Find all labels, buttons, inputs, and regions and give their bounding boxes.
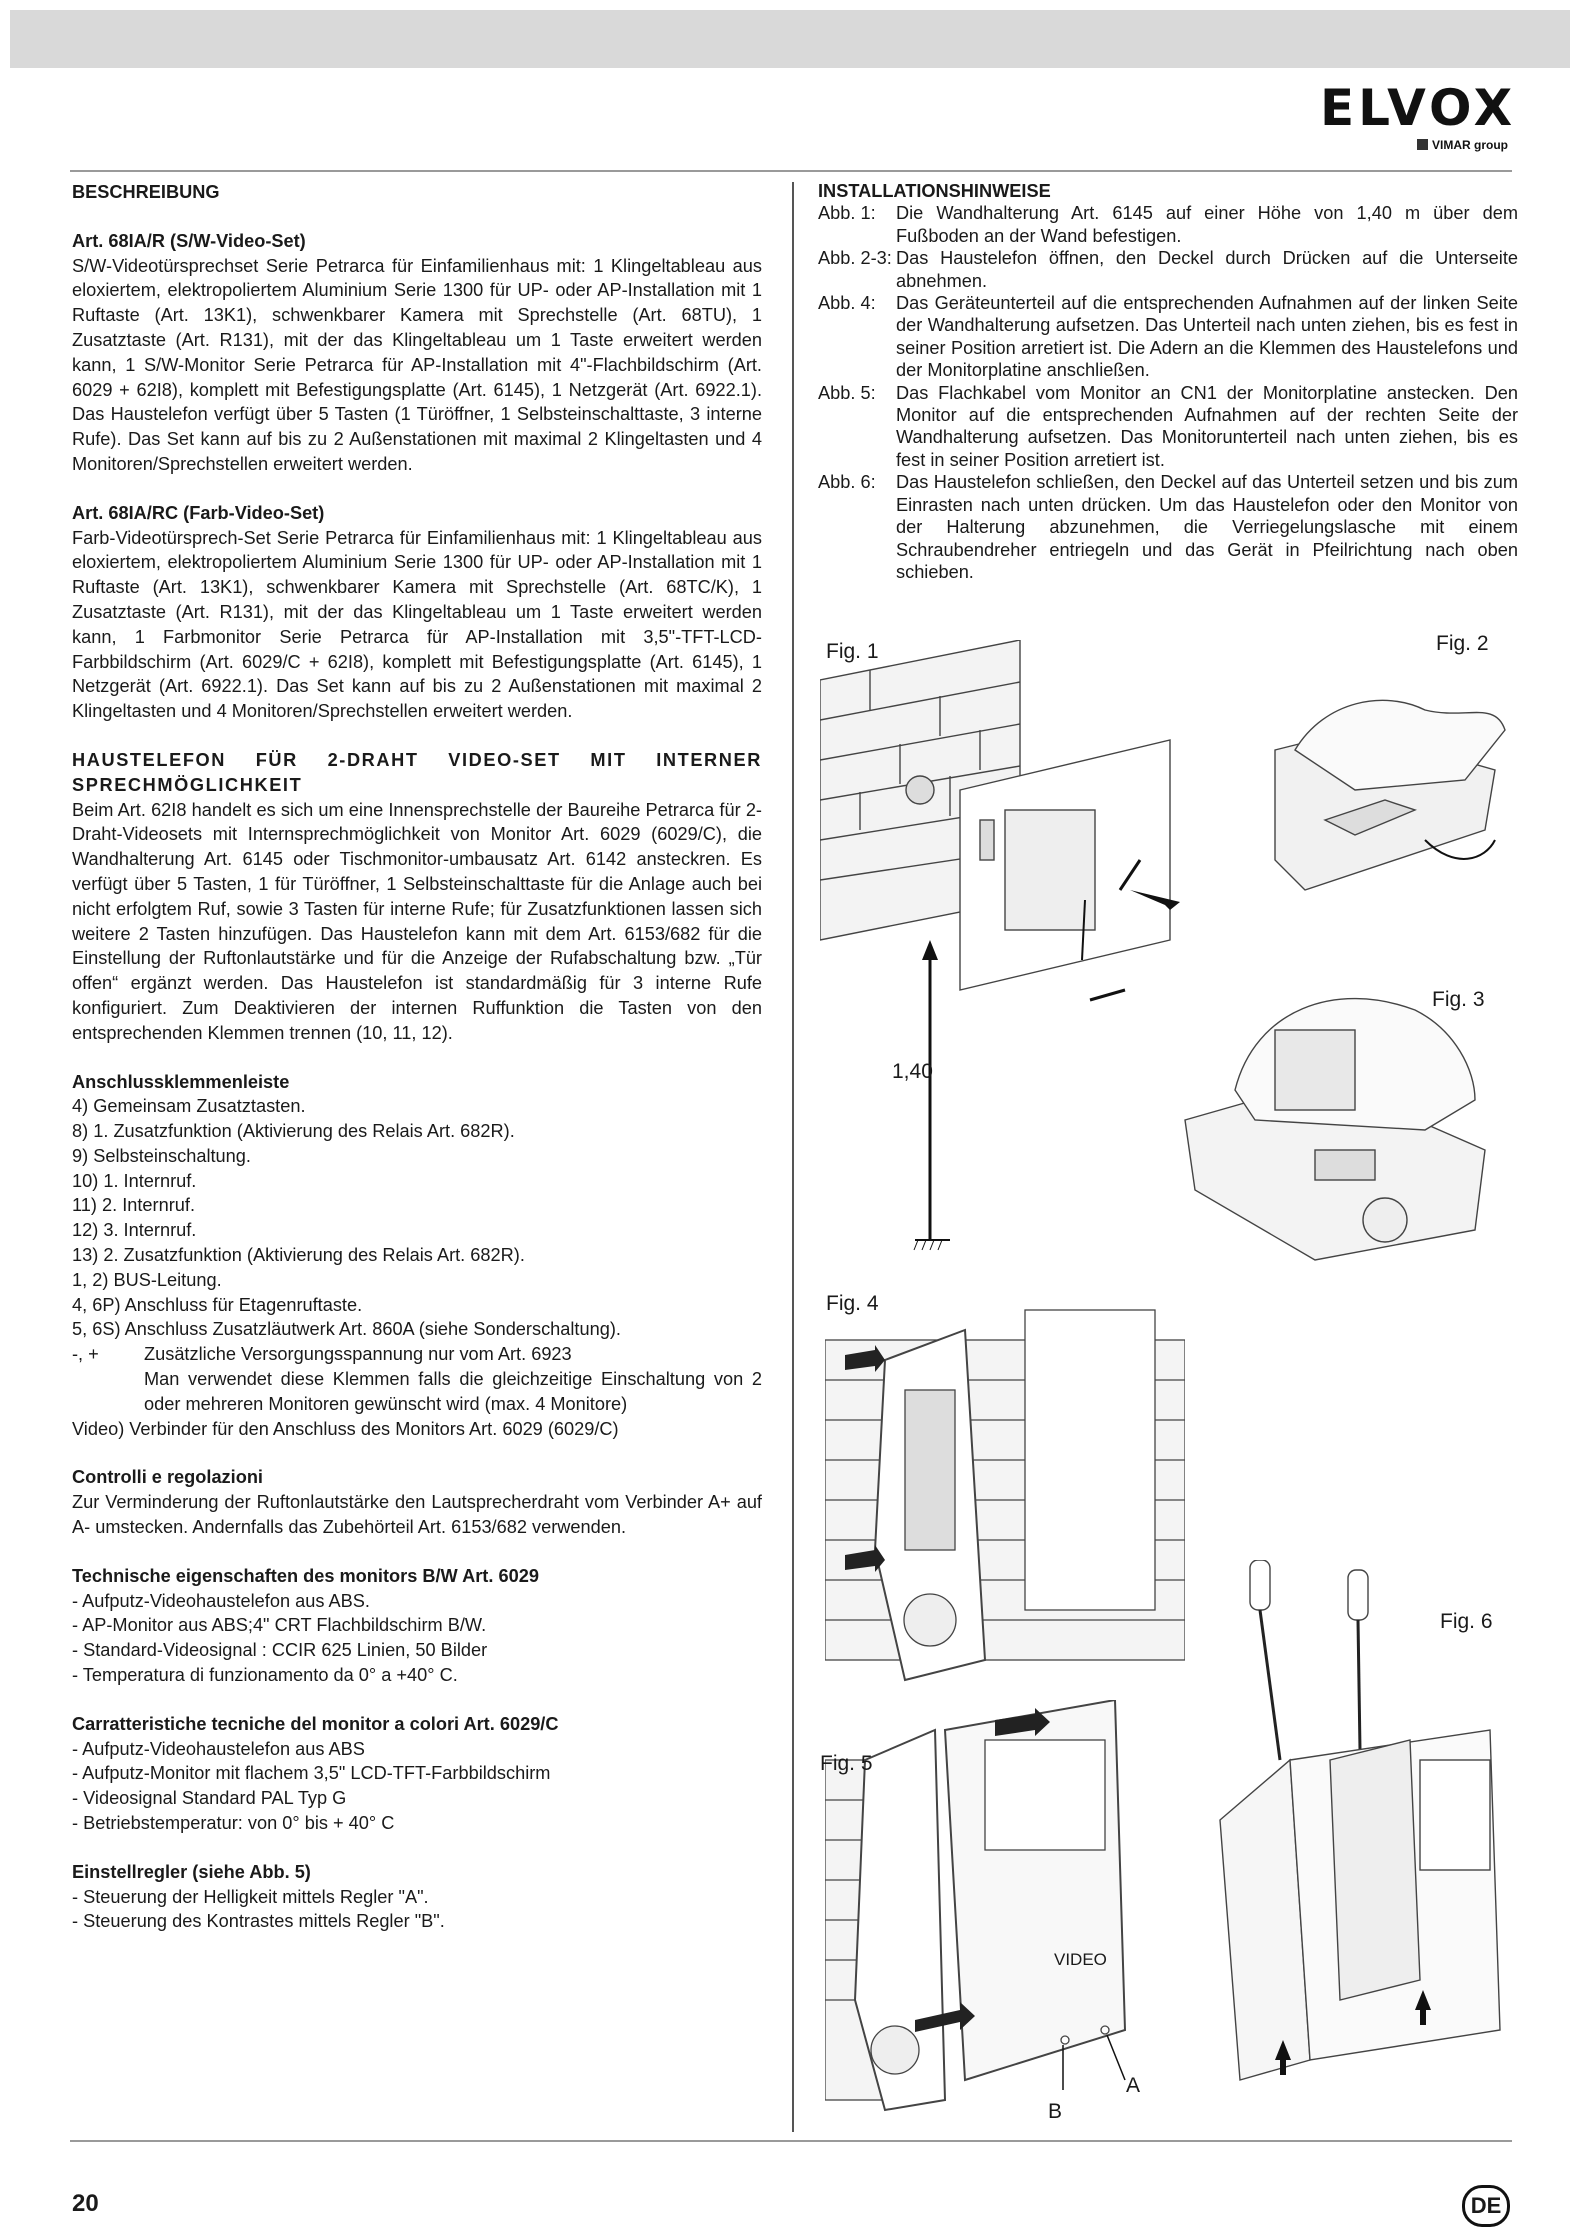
list-item: 4, 6P) Anschluss für Etagenruftaste. bbox=[72, 1294, 363, 1315]
video-label: VIDEO bbox=[1054, 1950, 1107, 1969]
list-item: - Betriebstemperatur: von 0° bis + 40° C bbox=[72, 1813, 395, 1834]
top-bar bbox=[10, 10, 1570, 68]
figure-label: Fig. 4 bbox=[826, 1292, 879, 1315]
section-title: Controlli e regolazioni bbox=[72, 1467, 263, 1488]
brand-group: VIMAR group bbox=[1417, 138, 1508, 152]
figure-label: Fig. 3 bbox=[1432, 988, 1485, 1011]
list-item: 4) Gemeinsam Zusatztasten. bbox=[72, 1096, 306, 1117]
page-number: 20 bbox=[72, 2190, 99, 2217]
terminal-list bbox=[72, 1094, 762, 1342]
section-title: Technische eigenschaften des monitors B/W Art. 6029 bbox=[72, 1565, 539, 1586]
paragraph: S/W-Videotürsprechset Serie Petrarca für Einfamilienhaus mit: 1 Klingeltableau aus eloxiertem, elektropoliertem Aluminium Serie 1300 für UP- oder AP-Installation mit 1 Ruftaste (Art. 13K1), schwenkbarer Kamera mit Sprechstelle (Art. 68TU), 1 Zusatztaste (Art. R131), mit der das Klingeltableau um 1 Taste erweitert werden kann, 1 S/W-Monitor Serie Petrarca für AP-Installation mit 4"-Flachbildschirm (Art. 6029 + 62I8), komplett mit Befestigungsplatte (Art. 6145), 1 Netzgerät (Art. 6922.1). Das Haustelefon verfügt über 5 Tasten (1 Türöffner, 1 Selbsteinschalttaste, 3 interne Rufe). Das Set kann auf bis zu 2 Außenstationen mit maximal 2 Klingeltasten und 4 Monitoren/Sprechstellen erweitert werden. bbox=[72, 255, 762, 474]
language-badge: DE bbox=[1462, 2185, 1510, 2227]
figure-5-monitor-attach bbox=[825, 1700, 1155, 2120]
spec-list bbox=[72, 1589, 762, 1688]
list-item: - Standard-Videosignal : CCIR 625 Linien, 50 Bilder bbox=[72, 1640, 488, 1661]
figure-label: Fig. 5 bbox=[820, 1752, 873, 1775]
list-item: - Steuerung des Kontrastes mittels Regler "B". bbox=[72, 1911, 445, 1932]
figure-label: Fig. 2 bbox=[1436, 632, 1489, 655]
install-step: Abb. 6: Das Haustelefon schließen, den Deckel auf das Unterteil setzen und bis zum Einrasten nach unten drücken. Um das Haustelefon oder den Monitor von der Halterung abzunehmen, die Verriegelungslasche mit einem Schraubendreher entriegeln und das Gerät in Pfeilrichtung nach oben schieben. bbox=[818, 472, 1518, 582]
regulator-list bbox=[72, 1885, 762, 1935]
section-title: Einstellregler (siehe Abb. 5) bbox=[72, 1861, 311, 1882]
section-title: HAUSTELEFON FÜR 2-DRAHT VIDEO-SET MIT INTERNER SPRECHMÖGLICHKEIT bbox=[72, 749, 762, 795]
header-rule bbox=[70, 170, 1512, 172]
paragraph: Farb-Videotürsprech-Set Serie Petrarca für Einfamilienhaus mit: 1 Klingeltableau aus eloxiertem, elektropoliertem Aluminium Serie 1300 für UP- oder AP-Installation mit 1 Ruftaste (Art. 13K1), schwenkbarer Kamera mit Sprechstelle (Art. 68TC/K), 1 Zusatztaste (Art. R131), mit der das Klingeltableau um 1 Taste erweitert werden kann, 1 Farbmonitor Serie Petrarca für AP-Installation mit 3,5"-TFT-LCD-Farbbildschirm (Art. 6029/C + 62I8), komplett mit Befestigungsplatte (Art. 6145), 1 Netzgerät (Art. 6922.1). Das Set kann auf bis zu 2 Außenstationen mit maximal 2 Klingeltasten und 4 Monitoren/Sprechstellen erweitert werden. bbox=[72, 527, 762, 722]
list-item: - Steuerung der Helligkeit mittels Regler "A". bbox=[72, 1886, 429, 1907]
brand-logo bbox=[1320, 79, 1517, 160]
install-step: Abb. 2-3: Das Haustelefon öffnen, den Deckel durch Drücken auf die Unterseite abnehmen. bbox=[818, 248, 1518, 291]
install-step: Abb. 5: Das Flachkabel vom Monitor an CN1 der Monitorplatine anstecken. Den Monitor auf die entsprechenden Aufnahmen auf der rechten Seite der Wandhalterung aufsetzen. Das Monitorunterteil nach unten ziehen, bis es fest in seiner Position arretiert ist. bbox=[818, 382, 1518, 470]
install-step: Abb. 1: Die Wandhalterung Art. 6145 auf einer Höhe von 1,40 m über dem Fußboden an der Wand befestigen. bbox=[818, 203, 1518, 246]
section-title: BESCHREIBUNG bbox=[72, 182, 220, 202]
term-continuation: Man verwendet diese Klemmen falls die gleichzeitige Einschaltung von 2 oder mehreren Monitoren gewünscht wird (max. 4 Monitore) bbox=[144, 1369, 762, 1414]
vimar-square-icon bbox=[1417, 139, 1428, 150]
list-item: 1, 2) BUS-Leitung. bbox=[72, 1269, 222, 1290]
term-key: -, + bbox=[72, 1344, 99, 1365]
figure-3-handset bbox=[1175, 970, 1495, 1270]
list-item bbox=[72, 1342, 762, 1367]
section-title: Anschlussklemmenleiste bbox=[72, 1071, 290, 1092]
list-item: 13) 2. Zusatzfunktion (Aktivierung des Relais Art. 682R). bbox=[72, 1245, 525, 1266]
section-title: Art. 68IA/RC (Farb-Video-Set) bbox=[72, 502, 325, 523]
list-item: 11) 2. Internruf. bbox=[72, 1195, 195, 1216]
column-separator bbox=[792, 182, 794, 2132]
figure-6-removal bbox=[1210, 1560, 1510, 2090]
left-column bbox=[72, 180, 762, 1934]
list-item: - Temperatura di funzionamento da 0° a +40° C. bbox=[72, 1665, 458, 1686]
list-item: - Aufputz-Videohaustelefon aus ABS. bbox=[72, 1590, 370, 1611]
list-item: 10) 1. Internruf. bbox=[72, 1170, 197, 1191]
section-title: INSTALLATIONSHINWEISE bbox=[818, 181, 1051, 201]
list-item: 9) Selbsteinschaltung. bbox=[72, 1145, 251, 1166]
paragraph: Zur Verminderung der Ruftonlautstärke den Lautsprecherdraht vom Verbinder A+ auf A- umstecken. Andernfalls das Zubehörteil Art. 6153/682 verwenden. bbox=[72, 1492, 762, 1538]
figure-4-base-mount bbox=[825, 1300, 1185, 1690]
brand-name: ELVOX bbox=[1320, 79, 1517, 137]
list-item: - AP-Monitor aus ABS;4" CRT Flachbildschirm B/W. bbox=[72, 1615, 487, 1636]
list-item: 5, 6S) Anschluss Zusatzläutwerk Art. 860A (siehe Sonderschaltung). bbox=[72, 1319, 621, 1340]
spec-list bbox=[72, 1737, 762, 1836]
footer-rule bbox=[70, 2140, 1512, 2142]
list-item: - Aufputz-Monitor mit flachem 3,5" LCD-TFT-Farbbildschirm bbox=[72, 1763, 551, 1784]
figure-label: Fig. 1 bbox=[826, 640, 879, 663]
list-item: 12) 3. Internruf. bbox=[72, 1220, 197, 1241]
figure-label: Fig. 6 bbox=[1440, 1610, 1493, 1633]
section-title: Carratteristiche tecniche del monitor a colori Art. 6029/C bbox=[72, 1713, 559, 1734]
list-item: - Aufputz-Videohaustelefon aus ABS bbox=[72, 1738, 365, 1759]
term-value: Zusätzliche Versorgungsspannung nur vom Art. 6923 bbox=[144, 1344, 572, 1365]
right-column bbox=[818, 180, 1518, 583]
section-title: Art. 68IA/R (S/W-Video-Set) bbox=[72, 230, 306, 251]
install-step: Abb. 4: Das Geräteunterteil auf die entsprechenden Aufnahmen auf der linken Seite der Wandhalterung aufsetzen. Das Unterteil nach unten ziehen, bis es fest in seiner Position arretiert ist. Die Adern an die Klemmen des Haustelefons und der Monitorplatine anschließen. bbox=[818, 293, 1518, 381]
list-item: 8) 1. Zusatzfunktion (Aktivierung des Relais Art. 682R). bbox=[72, 1121, 515, 1142]
list-item: - Videosignal Standard PAL Typ G bbox=[72, 1788, 347, 1809]
regulator-a-label: A bbox=[1126, 2074, 1141, 2097]
paragraph: Beim Art. 62I8 handelt es sich um eine Innensprechstelle der Baureihe Petrarca für 2-Draht-Videosets mit Internsprechmöglichkeit von Monitor Art. 6029 (6029/C), die Wandhalterung Art. 6145 oder Tischmonitor-umbausatz Art. 6142 ansteckren. Es verfügt über 5 Tasten, 1 für Türöffner, 1 Selbsteinschalttaste für die Anlage auch bei nicht erfolgtem Ruf, sowie 3 Tasten für interne Rufe; für Zusatzfunktionen lassen sich weitere 2 Tasten hinzufügen. Das Haustelefon kann mit dem Art. 6153/682 für die Einstellung der Ruftonlautstärke und für die Anzeige der Rufabschaltung bzw. „Tür offen“ ergänzt werden. Das Haustelefon ist standardmäßig für 3 interne Rufe konfiguriert. Zum Deaktivieren der internen Ruffunktion die Tasten von den entsprechenden Klemmen trennen (10, 11, 12). bbox=[72, 799, 762, 1043]
regulator-b-label: B bbox=[1048, 2100, 1063, 2123]
list-item: Video) Verbinder für den Anschluss des Monitors Art. 6029 (6029/C) bbox=[72, 1418, 619, 1439]
figure-2-open-handset bbox=[1265, 660, 1515, 920]
height-label: 1,40 bbox=[892, 1060, 933, 1083]
